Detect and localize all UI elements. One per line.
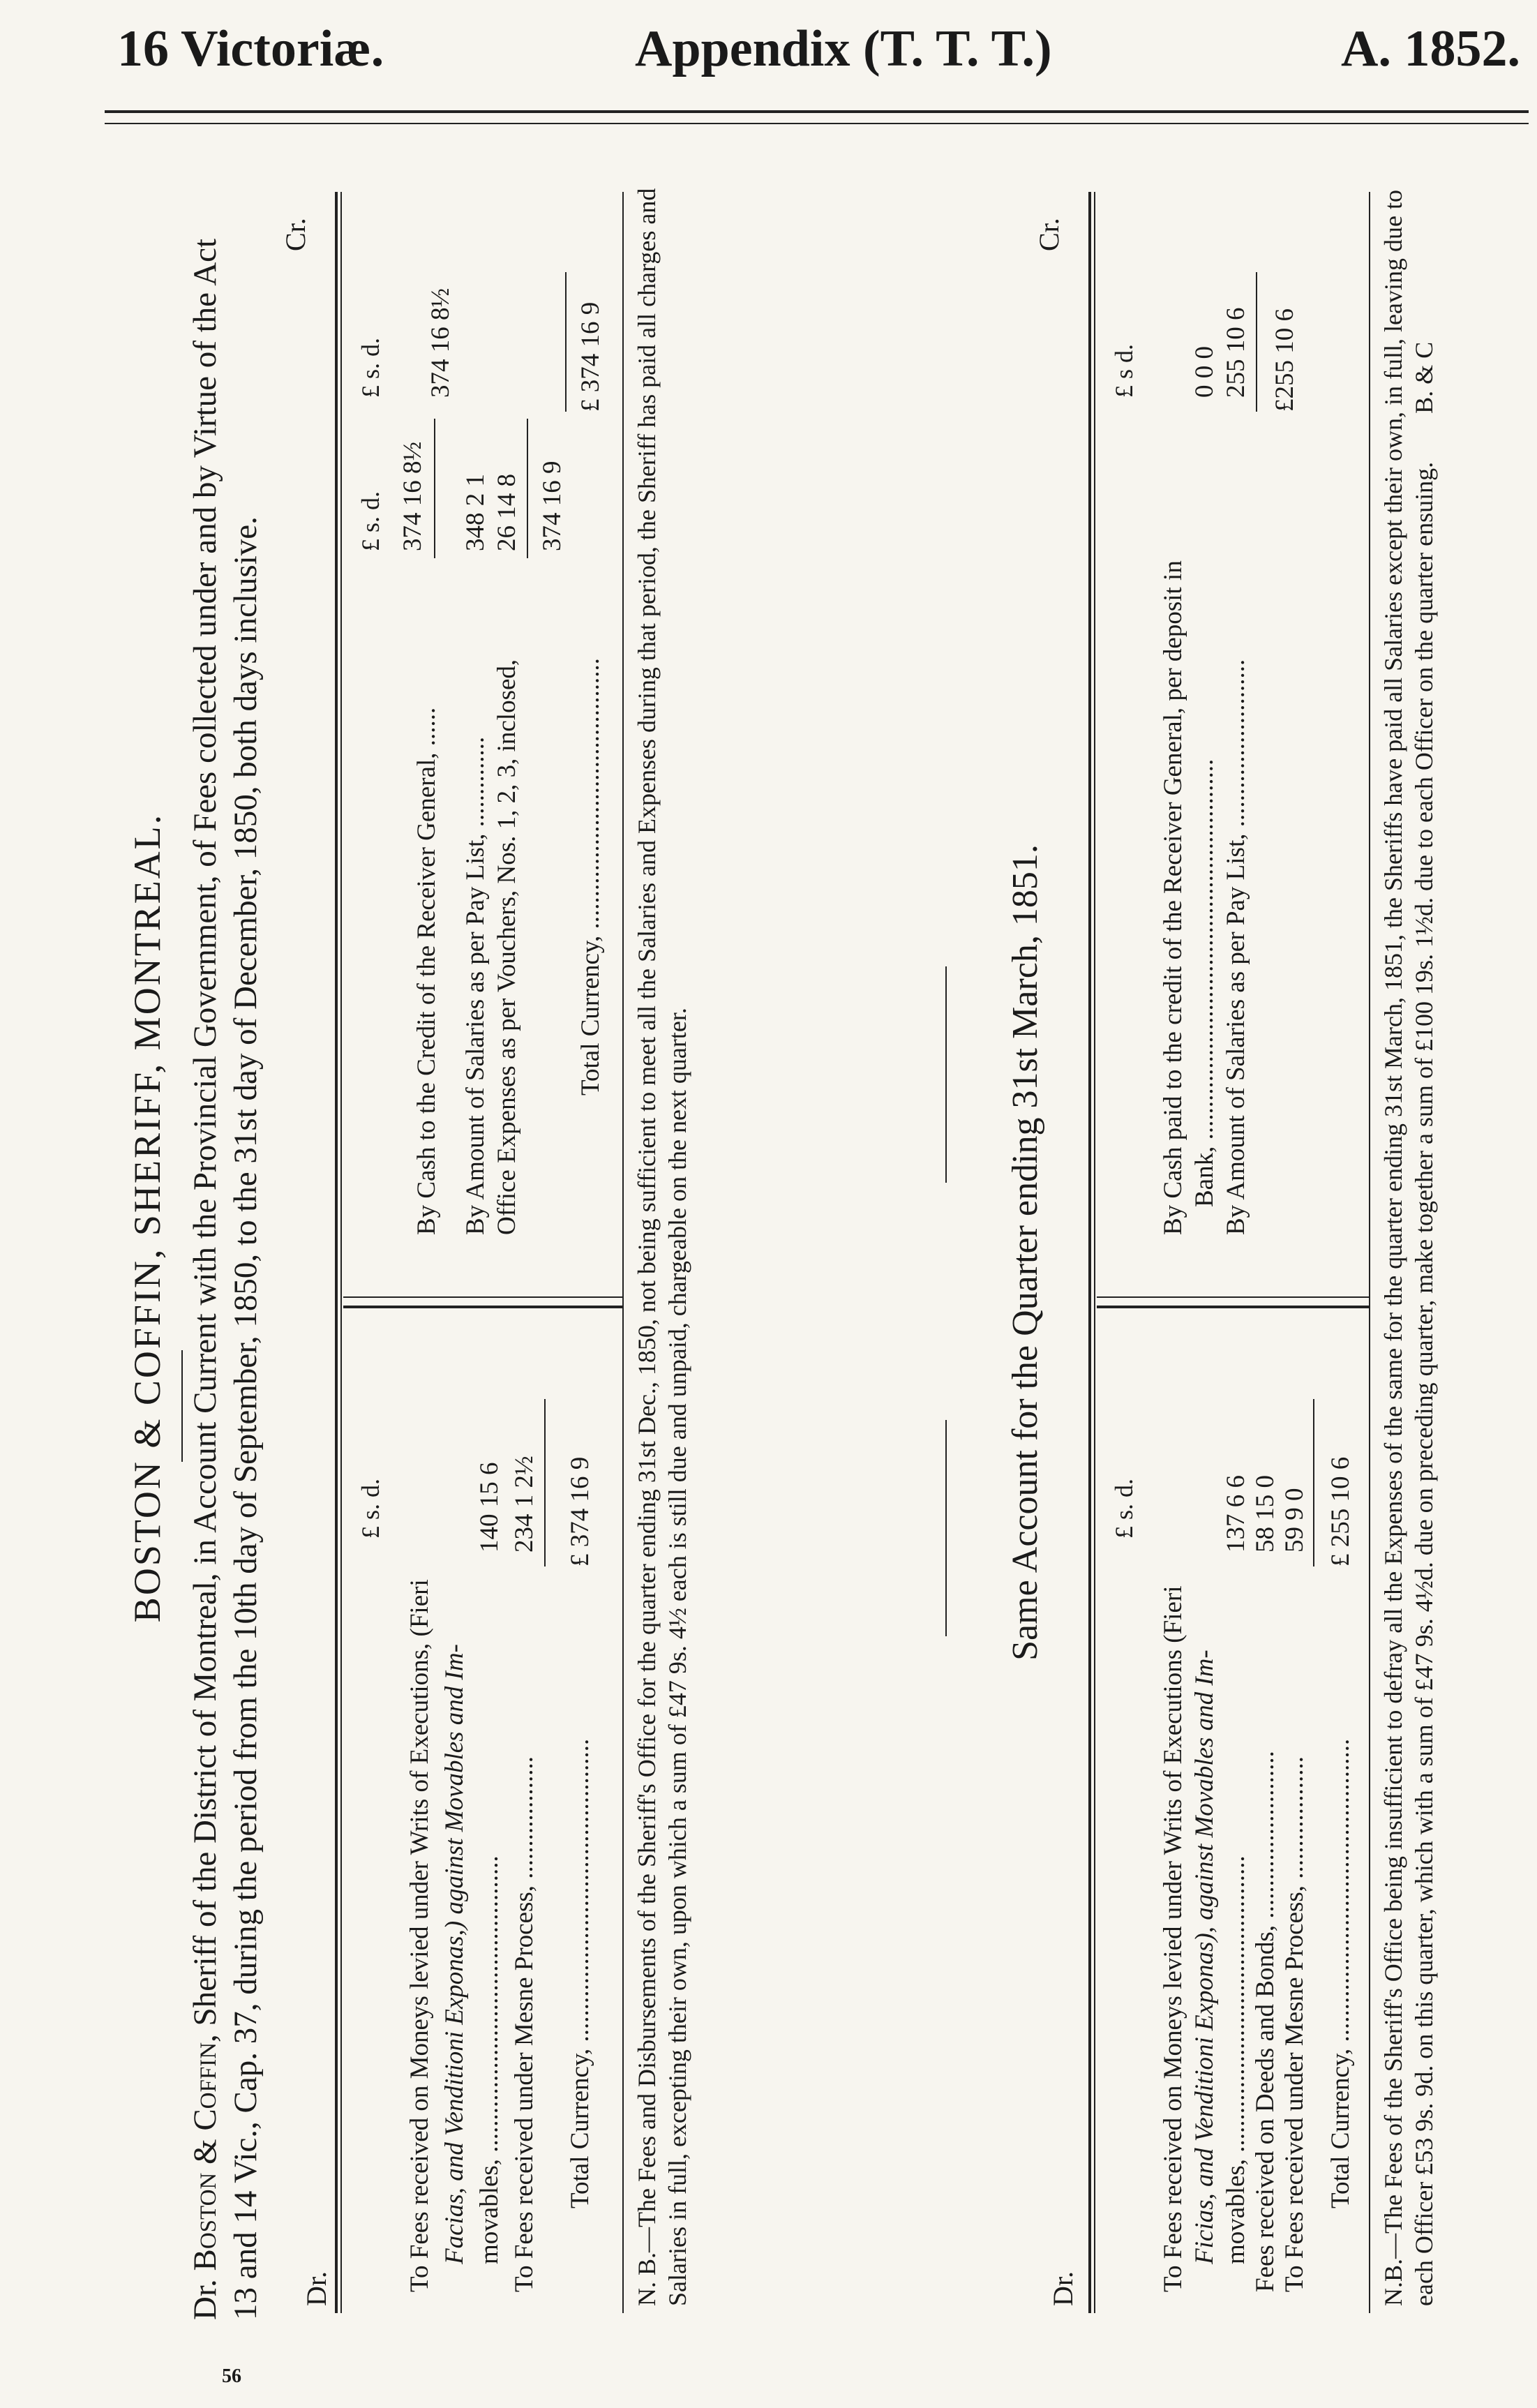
- credit-total: £ 374 16 9: [576, 301, 605, 412]
- account-bottom-rule: [622, 192, 624, 2313]
- cr-label-2: Cr.: [1033, 218, 1065, 251]
- account2-bottom-rule: [1369, 192, 1370, 2313]
- credit2-total: £255 10 6: [1270, 308, 1299, 412]
- credit-rule-2: [527, 419, 528, 558]
- debit-money-header: £ s. d.: [357, 1478, 384, 1539]
- account-top-rule-2: [340, 192, 342, 2313]
- credit2-amount-2: 255 10 6: [1222, 307, 1250, 398]
- nb-initials: B. & C: [1410, 341, 1438, 414]
- header-rule: [105, 110, 1529, 124]
- credit-total-line: Total Currency, ..........................................: [576, 657, 605, 1095]
- debit2-line-1: To Fees received on Moneys levied under Writs of Executions (Fieri: [1159, 1585, 1187, 2292]
- document-title: BOSTON & COFFIN, SHERIFF, MONTREAL.: [126, 812, 168, 1623]
- nb-note-1: N. B.—The Fees and Disbursements of the Sheriff's Office for the quarter ending 31st Dec., 1850, not being sufficient to meet all the Salaries and Expenses during that period, the Sheriff has paid all charges and Salaries in full, excepting their own, upon which a sum of £47 9s. 4½ each is still due and unpaid, chargeable on the next quarter.: [633, 188, 691, 2306]
- ledger-divider: [343, 1306, 622, 1308]
- cr-label: Cr.: [280, 218, 311, 251]
- debit2-line-5: To Fees received under Mesne Process, ...................: [1280, 1756, 1309, 2292]
- credit-amount-2: 348 2 1: [461, 474, 490, 551]
- debit2-line-2: Ficias, and Venditioni Exponas), against Movables and Im-: [1190, 1650, 1219, 2264]
- running-header: [0, 0, 1537, 105]
- account-top-rule: [335, 192, 338, 2313]
- credit-rule-3: [565, 272, 567, 412]
- credit2-money-header: £ s d.: [1110, 343, 1138, 398]
- credit2-line-2: Bank, ...........................................................: [1190, 758, 1219, 1207]
- debit2-total: £ 255 10 6: [1326, 1456, 1355, 1566]
- debit2-amount-1: 137 6 6: [1222, 1475, 1250, 1553]
- dr-label-2: Dr.: [1047, 2271, 1079, 2306]
- debit-amount-2: 234 1 2½: [510, 1456, 539, 1553]
- credit2-line-1: By Cash paid to the credit of the Receiver General, per deposit in: [1159, 560, 1187, 1235]
- account2-top-rule: [1088, 192, 1091, 2313]
- intro-text: Sheriff of the District of Montreal, in Account Current with the Provincial Government, of Fees collected under and by Virtue of the Act 13 and 14 Vic., Cap. 37, during the period from the 10th day of September, 1850, to the 31st day of December, 1850, both days inclusive.: [187, 238, 264, 2320]
- debit-total-line: Total Currency, ...............................................: [566, 1738, 594, 2208]
- nb-note-2: N.B.—The Fees of the Sheriff's Office being insufficient to defray all the Expenses of the same for the quarter ending 31st March, 1851, the Sheriffs have paid all Salaries except their own, in full, leaving due to each Officer £53 9s. 9d. on this quarter, which with a sum of £47 9s. 4½d. due on preceding quarter, make together a sum of £100 19s. 1½d. due to each Officer on the quarter ensuing. B. & C: [1379, 190, 1438, 2306]
- dr-label: Dr.: [301, 2271, 332, 2306]
- credit-rule-1: [434, 419, 435, 558]
- debit2-sum-rule: [1313, 1399, 1314, 1566]
- intro-paragraph: [185, 227, 266, 2320]
- debit-line-2: Facias, and Venditioni Exponas,) against Movables and Im-: [440, 1644, 469, 2264]
- header-session: 16 Victoriæ.: [117, 20, 384, 77]
- page-number: 56: [222, 2365, 241, 2387]
- subheading: Same Account for the Quarter ending 31st March, 1851.: [1005, 844, 1045, 1661]
- intro-names: Boston & Coffin,: [187, 2034, 223, 2271]
- credit-money-header-a: £ s. d.: [357, 491, 384, 551]
- debit-line-4: To Fees received under Mesne Process, ...................: [510, 1756, 539, 2292]
- account-quarter-mar-1851: [837, 154, 1438, 2334]
- account-quarter-dec-1850: [280, 154, 747, 2334]
- credit-amount-3: 26 14 8: [493, 474, 521, 551]
- debit-sum-rule: [544, 1399, 546, 1566]
- debit-line-3: movables, ..............................................: [475, 1855, 504, 2264]
- credit-amount-1a: 374 16 8½: [398, 441, 427, 551]
- ledger-divider-b: [1097, 1306, 1369, 1308]
- ledger-divider-b2: [1097, 1296, 1369, 1298]
- credit-line-2: By Amount of Salaries as per Pay List, ..............: [461, 736, 490, 1235]
- credit2-amount-1: 0 0 0: [1190, 346, 1219, 398]
- credit-line-1: By Cash to the Credit of the Receiver General, ......: [412, 707, 441, 1235]
- header-year: A. 1852.: [1341, 20, 1520, 77]
- header-appendix: Appendix (T. T. T.): [635, 20, 1052, 77]
- debit2-line-3: movables, ..............................................: [1222, 1855, 1250, 2264]
- ledger-divider-2: [343, 1296, 622, 1298]
- credit-line-3: Office Expenses as per Vouchers, Nos. 1, 2, 3, inclosed,: [493, 659, 521, 1235]
- debit2-money-header: £ s. d.: [1110, 1478, 1138, 1539]
- credit2-sum-rule: [1256, 272, 1257, 412]
- rotated-document-body: [105, 154, 1465, 2334]
- credit-subtotal: 374 16 9: [538, 461, 567, 551]
- debit-line-1: To Fees received on Moneys levied under Writs of Executions, (Fieri: [405, 1579, 434, 2292]
- account2-top-rule-2: [1094, 192, 1095, 2313]
- credit-amount-1b: 374 16 8½: [426, 287, 455, 398]
- debit2-line-4: Fees received on Deeds and Bonds, ..........................: [1251, 1751, 1280, 2292]
- debit-amount-1: 140 15 6: [475, 1462, 504, 1553]
- credit-money-header-b: £ s. d.: [357, 337, 384, 398]
- intro-dr: Dr.: [187, 2279, 223, 2320]
- debit2-amount-3: 59 9 0: [1280, 1488, 1309, 1553]
- debit-total: £ 374 16 9: [566, 1456, 594, 1566]
- debit2-total-line: Total Currency, ...............................................: [1326, 1738, 1355, 2208]
- credit2-line-3: By Amount of Salaries as per Pay List, ..........................: [1222, 659, 1250, 1235]
- debit2-amount-2: 58 15 0: [1251, 1475, 1280, 1553]
- title-rule: [181, 1350, 183, 1462]
